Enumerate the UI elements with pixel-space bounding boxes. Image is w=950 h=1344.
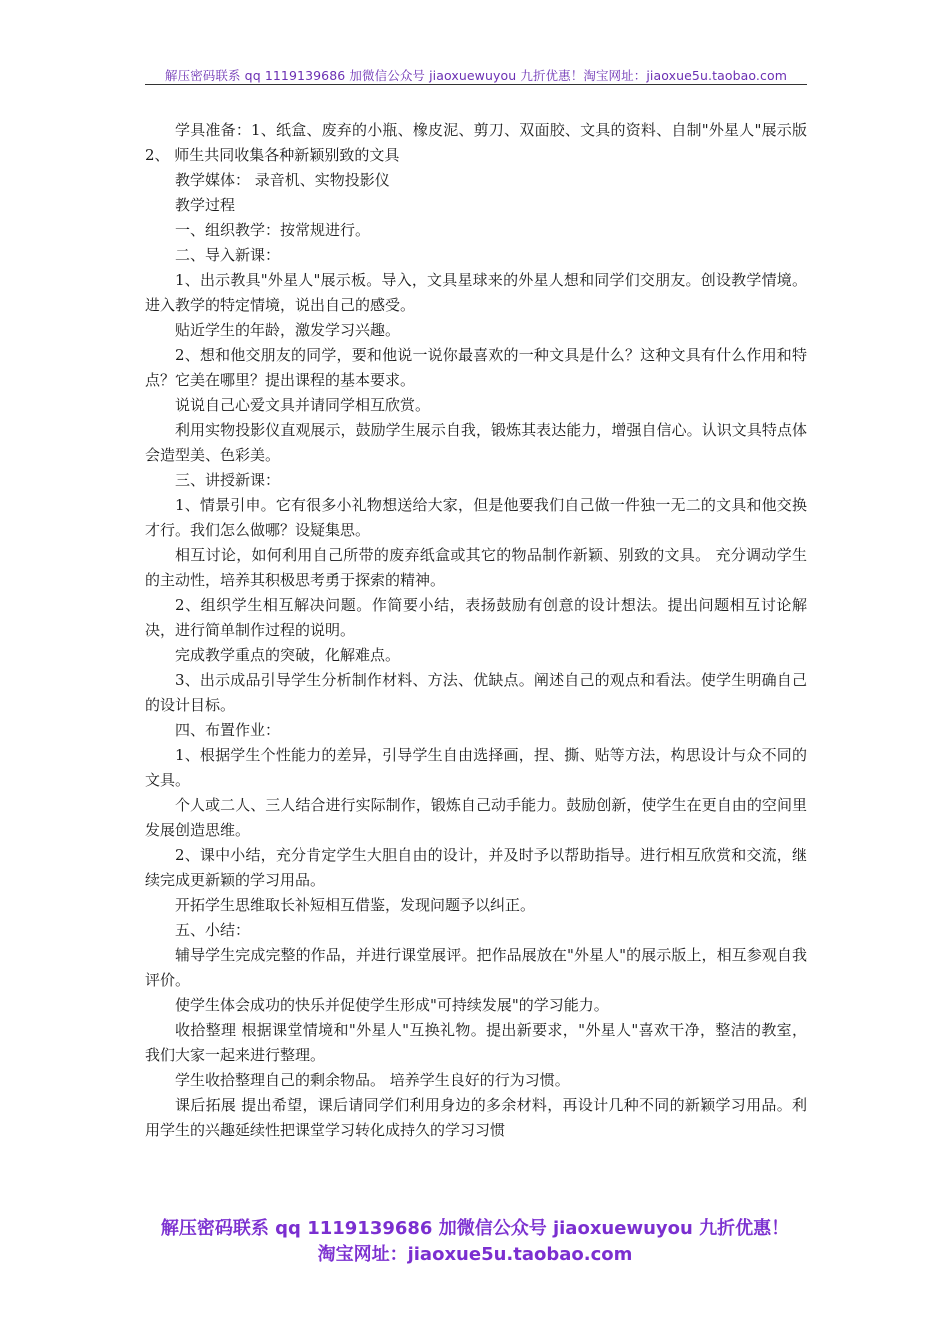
paragraph: 开拓学生思维取长补短相互借鉴，发现问题予以纠正。 <box>175 896 536 914</box>
paragraph: 学生收拾整理自己的剩余物品。 培养学生良好的行为习惯。 <box>175 1071 570 1089</box>
paragraph-media: 教学媒体： 录音机、实物投影仪 <box>175 171 390 189</box>
paragraph: 1、出示教具"外星人"展示板。导入，文具星球来的外星人想和同学们交朋友。创设教学情境。 进入教学的特定情境，说出自己的感受。 <box>145 271 807 314</box>
paragraph: 2、课中小结，充分肯定学生大胆自由的设计，并及时予以帮助指导。进行相互欣赏和交流，继续完成更新颖的学习用品。 <box>145 846 807 889</box>
paragraph: 2、组织学生相互解决问题。作简要小结，表扬鼓励有创意的设计想法。提出问题相互讨论解决，进行简单制作过程的说明。 <box>145 596 807 639</box>
paragraph: 1、情景引申。它有很多小礼物想送给大家，但是他要我们自己做一件独一无二的文具和他交换才行。我们怎么做哪？设疑集思。 <box>145 496 807 539</box>
footer-line-shop-url: 淘宝网址：jiaoxue5u.taobao.com <box>317 1244 633 1265</box>
paragraph-section-5: 五、小结： <box>175 921 251 939</box>
paragraph-section-1: 一、组织教学：按常规进行。 <box>175 221 371 239</box>
paragraph: 3、出示成品引导学生分析制作材料、方法、优缺点。阐述自己的观点和看法。使学生明确自己的设计目标。 <box>145 671 807 714</box>
paragraph: 相互讨论，如何利用自己所带的废弃纸盒或其它的物品制作新颖、别致的文具。 充分调动学生的主动性，培养其积极思考勇于探索的精神。 <box>145 546 807 589</box>
paragraph: 2、想和他交朋友的同学，要和他说一说你最喜欢的一种文具是什么？这种文具有什么作用和特点？它美在哪里？提出课程的基本要求。 <box>145 346 807 389</box>
page-header: 解压密码联系 qq 1119139686 加微信公众号 jiaoxuewuyou 九折优惠！淘宝网址：jiaoxue5u.taobao.com <box>165 68 787 83</box>
paragraph: 收拾整理 根据课堂情境和"外星人"互换礼物。提出新要求，"外星人"喜欢干净，整洁的教室，我们大家一起来进行整理。 <box>145 1021 807 1064</box>
header-divider <box>145 84 807 85</box>
paragraph-process-heading: 教学过程 <box>175 196 236 214</box>
document-body <box>145 118 807 1143</box>
paragraph: 个人或二人、三人结合进行实际制作，锻炼自己动手能力。鼓励创新，使学生在更自由的空间里发展创造思维。 <box>145 796 807 839</box>
paragraph-section-2: 二、导入新课： <box>175 246 281 264</box>
paragraph: 使学生体会成功的快乐并促使学生形成"可持续发展"的学习能力。 <box>175 996 609 1014</box>
paragraph: 贴近学生的年龄，激发学习兴趣。 <box>175 321 401 339</box>
paragraph: 利用实物投影仪直观展示，鼓励学生展示自我，锻炼其表达能力，增强自信心。认识文具特点体会造型美、色彩美。 <box>145 421 807 464</box>
paragraph: 课后拓展 提出希望，课后请同学们利用身边的多余材料，再设计几种不同的新颖学习用品。利用学生的兴趣延续性把课堂学习转化成持久的学习习惯 <box>145 1096 807 1139</box>
page-footer <box>100 1216 850 1268</box>
paragraph-section-4: 四、布置作业： <box>175 721 281 739</box>
footer-line-contact: 解压密码联系 qq 1119139686 加微信公众号 jiaoxuewuyou 九折优惠！ <box>160 1218 790 1239</box>
paragraph: 辅导学生完成完整的作品，并进行课堂展评。把作品展放在"外星人"的展示版上，相互参观自我评价。 <box>145 946 807 989</box>
paragraph: 完成教学重点的突破，化解难点。 <box>175 646 401 664</box>
paragraph: 1、根据学生个性能力的差异，引导学生自由选择画，捏、撕、贴等方法，构思设计与众不同的文具。 <box>145 746 807 789</box>
paragraph: 说说自己心爱文具并请同学相互欣赏。 <box>175 396 431 414</box>
paragraph-section-3: 三、讲授新课： <box>175 471 281 489</box>
paragraph-materials: 学具准备：1、纸盒、废弃的小瓶、橡皮泥、剪刀、双面胶、文具的资料、自制"外星人"展示版 2、 师生共同收集各种新颖别致的文具 <box>145 121 807 164</box>
